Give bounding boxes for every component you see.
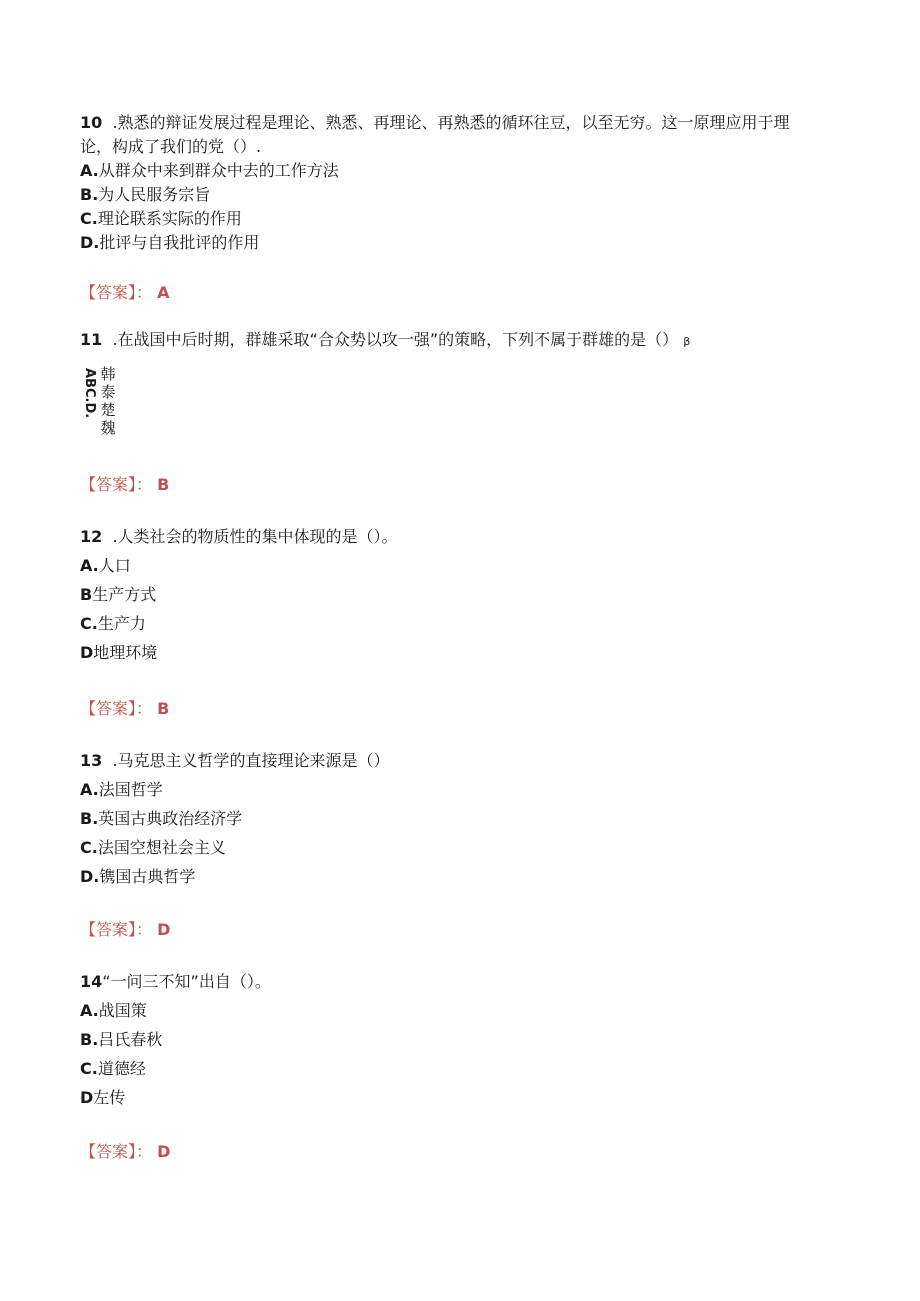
question-12-stem [80, 525, 398, 549]
option-c: C.道德经 [80, 1059, 146, 1078]
option-d: 魏 [100, 419, 116, 437]
question-14-stem [80, 970, 271, 994]
question-text: .熟悉的辩证发展过程是理论、熟悉、再理论、再熟悉的循环往豆，以至无穷。这一原理应用于理 [112, 113, 790, 132]
question-13-stem [80, 749, 390, 773]
option-b: 泰 [100, 383, 116, 401]
question-10-stem [80, 111, 790, 135]
option-d: D.批评与自我批评的作用 [80, 233, 260, 252]
answer-14: 【答案】： D [80, 1142, 171, 1161]
option-b: B.为人民服务宗旨 [80, 185, 211, 204]
question-text: “一问三不知”出自（）。 [102, 972, 271, 991]
question-number: 10 [80, 113, 103, 132]
option-a: 韩 [100, 365, 116, 383]
answer-13: 【答案】： D [80, 920, 171, 939]
question-10-stem-line2: 论，构成了我们的党（）. [80, 137, 262, 156]
question-number: 14 [80, 972, 103, 991]
option-b: B生产方式 [80, 585, 157, 604]
option-b: B.吕氏春秋 [80, 1030, 163, 1049]
option-a: A.从群众中来到群众中去的工作方法 [80, 161, 339, 180]
question-number: 12 [80, 527, 103, 546]
option-d: D左传 [80, 1088, 126, 1107]
stray-glyph: β [683, 335, 691, 348]
option-letters-rotated: ABC.D. [82, 368, 97, 419]
option-a: A.法国哲学 [80, 780, 163, 799]
question-number: 13 [80, 751, 103, 770]
answer-10: 【答案】： A [80, 283, 170, 302]
option-b: B.英国古典政治经济学 [80, 809, 243, 828]
option-c: C.理论联系实际的作用 [80, 209, 242, 228]
question-text: .在战国中后时期，群雄采取“合众势以攻一强”的策略，下列不属于群雄的是（） [112, 330, 679, 349]
option-d: D.镌国古典哲学 [80, 867, 196, 886]
question-text: .人类社会的物质性的集中体现的是（）。 [112, 527, 398, 546]
answer-12: 【答案】： B [80, 699, 170, 718]
question-text: .马克思主义哲学的直接理论来源是（） [112, 751, 390, 770]
option-c: C.生产力 [80, 614, 146, 633]
option-c: C.法国空想社会主义 [80, 838, 226, 857]
question-number: 11 [80, 330, 103, 349]
option-c: 楚 [100, 401, 116, 419]
option-a: A.战国策 [80, 1001, 147, 1020]
option-d: D地理环境 [80, 643, 158, 662]
answer-11: 【答案】： B [80, 475, 170, 494]
option-a: A.人口 [80, 556, 131, 575]
question-11-stem [80, 328, 690, 354]
